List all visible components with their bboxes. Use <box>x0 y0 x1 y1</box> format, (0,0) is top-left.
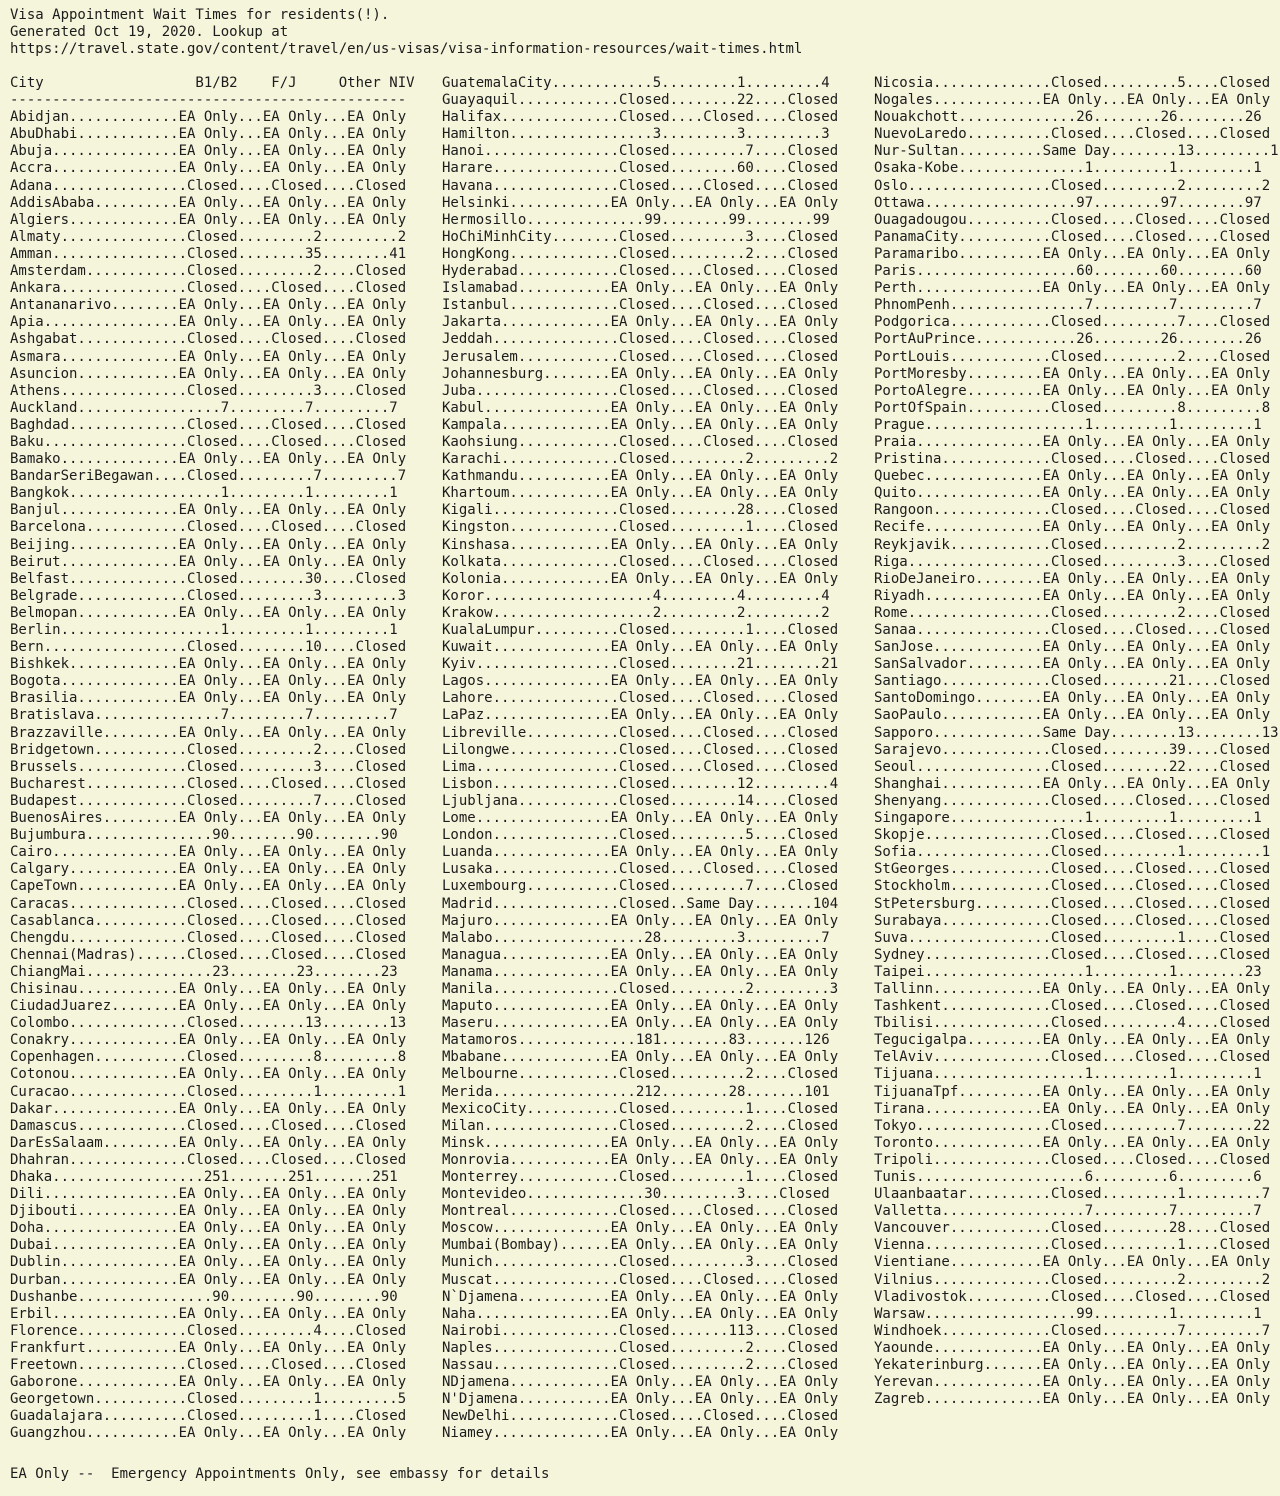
city-row: Kyiv.................Closed........21........21 <box>442 656 839 673</box>
city-row: Adana................Closed....Closed....Closed <box>10 177 407 194</box>
city-row: Paris...................60........60........60 <box>874 263 1262 280</box>
city-row: Tijuana..................1.........1.........1 <box>874 1066 1262 1083</box>
city-row: PortoAlegre.........EA Only...EA Only...EA Only <box>874 382 1271 399</box>
city-row: PortLouis............Closed.........2....Closed <box>874 348 1271 365</box>
city-row: Erbil...............EA Only...EA Only...EA Only <box>10 1305 407 1322</box>
city-row: Jerusalem............Closed....Closed....Closed <box>442 348 839 365</box>
city-row: Algiers.............EA Only...EA Only...EA Only <box>10 211 407 228</box>
city-row: Tirana..............EA Only...EA Only...EA Only <box>874 1100 1271 1117</box>
city-row: N`Djamena...........EA Only...EA Only...EA Only <box>442 1288 839 1305</box>
city-row: NDjamena............EA Only...EA Only...EA Only <box>442 1374 839 1391</box>
city-row: Kaohsiung............Closed....Closed....Closed <box>442 433 839 450</box>
city-row: Tegucigalpa.........EA Only...EA Only...EA Only <box>874 1032 1271 1049</box>
city-row: HongKong.............Closed.........2....Closed <box>442 245 839 262</box>
city-row: Hyderabad............Closed....Closed....Closed <box>442 263 839 280</box>
city-row: Valletta.................7.........7.........7 <box>874 1203 1262 1220</box>
city-row: Yerevan.............EA Only...EA Only...EA Only <box>874 1374 1271 1391</box>
city-row: Amman................Closed........35........41 <box>10 245 407 262</box>
city-row: Kinshasa............EA Only...EA Only...EA Only <box>442 536 839 553</box>
city-row: Apia................EA Only...EA Only...EA Only <box>10 314 407 331</box>
city-row: Moscow..............EA Only...EA Only...EA Only <box>442 1220 839 1237</box>
city-row: Stockholm............Closed....Closed....Closed <box>874 878 1271 895</box>
city-row: BuenosAires.........EA Only...EA Only...EA Only <box>10 810 407 827</box>
city-row: Lagos...............EA Only...EA Only...EA Only <box>442 673 839 690</box>
city-row: Nairobi..............Closed.......113....Closed <box>442 1322 839 1339</box>
city-row: Baghdad..............Closed....Closed....Closed <box>10 416 407 433</box>
city-row: NewDelhi.............Closed....Closed....Closed <box>442 1408 839 1425</box>
city-column-1 <box>10 75 415 1443</box>
city-row: Doha................EA Only...EA Only...EA Only <box>10 1220 407 1237</box>
city-row: StPetersburg.........Closed....Closed....Closed <box>874 895 1271 912</box>
city-row: Helsinki............EA Only...EA Only...EA Only <box>442 194 839 211</box>
city-row: Georgetown...........Closed.........1.........5 <box>10 1391 407 1408</box>
city-row: Antananarivo........EA Only...EA Only...EA Only <box>10 297 407 314</box>
city-row: Monterrey............Closed.........1....Closed <box>442 1169 839 1185</box>
city-row: Dublin..............EA Only...EA Only...EA Only <box>10 1254 407 1271</box>
city-row: AbuDhabi............EA Only...EA Only...EA Only <box>10 126 407 143</box>
city-row: Madrid...............Closed..Same Day.......104 <box>442 895 839 912</box>
city-row: Ashgabat.............Closed....Closed....Closed <box>10 331 407 348</box>
city-row: Vancouver............Closed........28....Closed <box>874 1220 1271 1237</box>
city-row: Khartoum............EA Only...EA Only...EA Only <box>442 485 839 502</box>
city-row: Santiago.............Closed........21....Closed <box>874 673 1271 690</box>
city-row: Amsterdam............Closed.........2....Closed <box>10 263 407 280</box>
city-row: Tripoli..............Closed....Closed....Closed <box>874 1151 1271 1168</box>
city-row: Djibouti............EA Only...EA Only...EA Only <box>10 1203 407 1220</box>
city-row: Brazzaville.........EA Only...EA Only...EA Only <box>10 724 407 741</box>
city-row: Vilnius..............Closed.........2.........2 <box>874 1271 1271 1288</box>
city-row: Belfast..............Closed........30....Closed <box>10 570 407 587</box>
city-row: Auckland.................7.........7.........7 <box>10 399 398 416</box>
city-row: DarEsSalaam.........EA Only...EA Only...EA Only <box>10 1134 407 1151</box>
city-row: Ulaanbaatar..........Closed.........1.........7 <box>874 1186 1271 1203</box>
city-row: Tashkent.............Closed....Closed....Closed <box>874 998 1271 1015</box>
city-row: Riyadh..............EA Only...EA Only...EA Only <box>874 587 1271 604</box>
city-row: Melbourne............Closed.........2....Closed <box>442 1066 839 1083</box>
city-row: Ljubljana............Closed........14....Closed <box>442 792 839 809</box>
city-row: Havana...............Closed....Closed....Closed <box>442 177 839 194</box>
city-column-3 <box>874 75 1279 1408</box>
city-row: Conakry.............EA Only...EA Only...EA Only <box>10 1032 407 1049</box>
city-row: SaoPaulo............EA Only...EA Only...EA Only <box>874 707 1271 724</box>
city-row: Sydney...............Closed....Closed....Closed <box>874 946 1271 963</box>
city-row: Naha................EA Only...EA Only...EA Only <box>442 1305 839 1322</box>
city-row: Chengdu..............Closed....Closed....Closed <box>10 929 407 946</box>
header-separator: ----------------------------------------------- <box>10 92 407 109</box>
city-row: Brasilia............EA Only...EA Only...EA Only <box>10 690 407 707</box>
city-row: Bangkok..................1.........1.........1 <box>10 485 398 502</box>
city-row: Majuro..............EA Only...EA Only...EA Only <box>442 912 839 929</box>
city-row: Koror....................4.........4.........4 <box>442 587 830 604</box>
report-header <box>10 7 802 58</box>
city-row: Toronto.............EA Only...EA Only...EA Only <box>874 1134 1271 1151</box>
city-row: Recife..............EA Only...EA Only...EA Only <box>874 519 1271 536</box>
city-column-2 <box>442 75 838 1443</box>
city-row: Praia...............EA Only...EA Only...EA Only <box>874 433 1271 450</box>
city-row: Damascus.............Closed....Closed....Closed <box>10 1117 407 1134</box>
city-row: Prague...................1.........1.........1 <box>874 416 1262 433</box>
city-row: Dhaka..................251.......251.......251 <box>10 1169 398 1185</box>
city-row: Halifax..............Closed....Closed....Closed <box>442 109 839 126</box>
city-row: Athens...............Closed.........3....Closed <box>10 382 407 399</box>
city-row: Almaty...............Closed.........2.........2 <box>10 228 407 245</box>
city-row: Sapporo.............Same Day........13........13 <box>874 724 1279 741</box>
city-row: Ottawa..................97........97........97 <box>874 194 1262 211</box>
city-row: Freetown.............Closed....Closed....Closed <box>10 1357 407 1374</box>
city-row: Sofia................Closed.........1.........1 <box>874 844 1271 861</box>
city-row: Lisbon...............Closed........12.........4 <box>442 775 839 792</box>
city-row: Oslo.................Closed.........2.........2 <box>874 177 1271 194</box>
city-row: Durban..............EA Only...EA Only...EA Only <box>10 1271 407 1288</box>
city-row: CiudadJuarez........EA Only...EA Only...EA Only <box>10 998 407 1015</box>
city-row: Jeddah...............Closed....Closed....Closed <box>442 331 839 348</box>
city-row: Bridgetown...........Closed.........2....Closed <box>10 741 407 758</box>
city-row: Juba.................Closed....Closed....Closed <box>442 382 839 399</box>
city-row: Tunis....................6.........6.........6 <box>874 1169 1262 1185</box>
city-row: Jakarta.............EA Only...EA Only...EA Only <box>442 314 839 331</box>
city-row: Seoul................Closed........22....Closed <box>874 758 1271 775</box>
city-row: Rangoon..............Closed....Closed....Closed <box>874 502 1271 519</box>
city-row: Matamoros..............181........83.......126 <box>442 1032 830 1049</box>
city-row: Calgary.............EA Only...EA Only...EA Only <box>10 861 407 878</box>
city-row: Gaborone............EA Only...EA Only...EA Only <box>10 1374 407 1391</box>
city-row: Mumbai(Bombay)......EA Only...EA Only...EA Only <box>442 1237 839 1254</box>
city-row: Lima.................Closed....Closed....Closed <box>442 758 839 775</box>
city-row: Quito...............EA Only...EA Only...EA Only <box>874 485 1271 502</box>
city-row: Bratislava...............7.........7.........7 <box>10 707 398 724</box>
city-row: Sarajevo.............Closed........39....Closed <box>874 741 1271 758</box>
city-row: PortOfSpain..........Closed.........8.........8 <box>874 399 1271 416</box>
generated-date: Generated Oct 19, 2020. Lookup at <box>10 24 289 41</box>
city-row: N'Djamena...........EA Only...EA Only...EA Only <box>442 1391 839 1408</box>
city-row: Suva.................Closed.........1....Closed <box>874 929 1271 946</box>
city-row: Lilongwe.............Closed....Closed....Closed <box>442 741 839 758</box>
city-row: Singapore................1.........1.........1 <box>874 810 1262 827</box>
city-row: Warsaw..................99.........1.........1 <box>874 1305 1262 1322</box>
city-row: Luxembourg...........Closed.........7....Closed <box>442 878 839 895</box>
city-row: Reykjavik............Closed.........2.........2 <box>874 536 1271 553</box>
city-row: Guangzhou...........EA Only...EA Only...EA Only <box>10 1425 407 1442</box>
city-row: Munich...............Closed.........3....Closed <box>442 1254 839 1271</box>
city-row: Colombo..............Closed........13........13 <box>10 1015 407 1032</box>
legend-footnote: EA Only -- Emergency Appointments Only, see embassy for details <box>10 1466 550 1482</box>
city-row: Kabul...............EA Only...EA Only...EA Only <box>442 399 839 416</box>
city-row: SanJose.............EA Only...EA Only...EA Only <box>874 639 1271 656</box>
city-row: Mbabane.............EA Only...EA Only...EA Only <box>442 1049 839 1066</box>
city-row: Belgrade.............Closed.........3.........3 <box>10 587 407 604</box>
city-row: Shanghai............EA Only...EA Only...EA Only <box>874 775 1271 792</box>
report-title: Visa Appointment Wait Times for residents(!). <box>10 7 390 23</box>
city-row: TelAviv..............Closed....Closed....Closed <box>874 1049 1271 1066</box>
city-row: SantoDomingo........EA Only...EA Only...EA Only <box>874 690 1271 707</box>
city-row: GuatemalaCity............5.........1.........4 <box>442 75 830 91</box>
city-row: LaPaz...............EA Only...EA Only...EA Only <box>442 707 839 724</box>
city-row: Budapest.............Closed.........7....Closed <box>10 792 407 809</box>
city-row: Caracas..............Closed....Closed....Closed <box>10 895 407 912</box>
city-row: Tokyo................Closed.........7........22 <box>874 1117 1271 1134</box>
city-row: Belmopan............EA Only...EA Only...EA Only <box>10 604 407 621</box>
city-row: Kolkata..............Closed....Closed....Closed <box>442 553 839 570</box>
city-row: Beijing.............EA Only...EA Only...EA Only <box>10 536 407 553</box>
city-row: StGeorges............Closed....Closed....Closed <box>874 861 1271 878</box>
city-row: PortAuPrince............26........26........26 <box>874 331 1262 348</box>
city-row: TijuanaTpf..........EA Only...EA Only...EA Only <box>874 1083 1271 1100</box>
city-row: Nassau...............Closed.........2....Closed <box>442 1357 839 1374</box>
city-row: Bogota..............EA Only...EA Only...EA Only <box>10 673 407 690</box>
city-row: Istanbul.............Closed....Closed....Closed <box>442 297 839 314</box>
city-row: SanSalvador.........EA Only...EA Only...EA Only <box>874 656 1271 673</box>
city-row: ChiangMai...............23........23........23 <box>10 963 398 980</box>
city-row: Podgorica............Closed.........7....Closed <box>874 314 1271 331</box>
city-row: Paramaribo..........EA Only...EA Only...EA Only <box>874 245 1271 262</box>
city-row: HoChiMinhCity........Closed.........3....Closed <box>442 228 839 245</box>
city-row: Barcelona............Closed....Closed....Closed <box>10 519 407 536</box>
city-row: Nouakchott..............26........26........26 <box>874 109 1262 126</box>
city-row: Kigali...............Closed........28....Closed <box>442 502 839 519</box>
city-row: Minsk...............EA Only...EA Only...EA Only <box>442 1134 839 1151</box>
city-row: Yaounde.............EA Only...EA Only...EA Only <box>874 1339 1271 1356</box>
city-row: Tbilisi..............Closed.........4....Closed <box>874 1015 1271 1032</box>
city-row: Pristina.............Closed....Closed....Closed <box>874 451 1271 468</box>
city-row: Hamilton.................3.........3.........3 <box>442 126 830 143</box>
city-row: Riga.................Closed.........3....Closed <box>874 553 1271 570</box>
city-row: AddisAbaba..........EA Only...EA Only...EA Only <box>10 194 407 211</box>
city-row: Guadalajara..........Closed.........1....Closed <box>10 1408 407 1425</box>
city-row: Kuwait..............EA Only...EA Only...EA Only <box>442 639 839 656</box>
city-row: Nur-Sultan..........Same Day........13.........1 <box>874 143 1279 160</box>
city-row: Guayaquil............Closed........22....Closed <box>442 92 839 109</box>
city-row: Luanda..............EA Only...EA Only...EA Only <box>442 844 839 861</box>
city-row: NuevoLaredo..........Closed....Closed....Closed <box>874 126 1271 143</box>
city-row: Vienna...............Closed.........1....Closed <box>874 1237 1271 1254</box>
city-row: Accra...............EA Only...EA Only...EA Only <box>10 160 407 177</box>
city-row: Merida.................212........28.......101 <box>442 1083 830 1100</box>
city-row: Asmara..............EA Only...EA Only...EA Only <box>10 348 407 365</box>
city-row: Dushanbe................90........90........90 <box>10 1288 398 1305</box>
city-row: Cairo...............EA Only...EA Only...EA Only <box>10 844 407 861</box>
city-row: Baku.................Closed....Closed....Closed <box>10 433 407 450</box>
city-row: Islamabad...........EA Only...EA Only...EA Only <box>442 280 839 297</box>
city-row: Cotonou.............EA Only...EA Only...EA Only <box>10 1066 407 1083</box>
city-row: Lome................EA Only...EA Only...EA Only <box>442 810 839 827</box>
city-row: Asuncion............EA Only...EA Only...EA Only <box>10 365 407 382</box>
city-row: Ankara...............Closed....Closed....Closed <box>10 280 407 297</box>
city-row: Nogales.............EA Only...EA Only...EA Only <box>874 92 1271 109</box>
city-row: Karachi..............Closed.........2.........2 <box>442 451 839 468</box>
city-row: Chisinau............EA Only...EA Only...EA Only <box>10 980 407 997</box>
city-row: Copenhagen...........Closed.........8.........8 <box>10 1049 407 1066</box>
city-row: PanamaCity...........Closed....Closed....Closed <box>874 228 1271 245</box>
city-row: Quebec..............EA Only...EA Only...EA Only <box>874 468 1271 485</box>
city-row: Beirut..............EA Only...EA Only...EA Only <box>10 553 407 570</box>
city-row: Casablanca...........Closed....Closed....Closed <box>10 912 407 929</box>
city-row: Vientiane...........EA Only...EA Only...EA Only <box>874 1254 1271 1271</box>
city-row: Chennai(Madras)......Closed....Closed....Closed <box>10 946 407 963</box>
city-row: Banjul..............EA Only...EA Only...EA Only <box>10 502 407 519</box>
city-row: Bern.................Closed........10....Closed <box>10 639 407 656</box>
city-row: Windhoek.............Closed.........7.........7 <box>874 1322 1271 1339</box>
city-row: Hermosillo..............99........99........99 <box>442 211 830 228</box>
city-row: Florence.............Closed.........4....Closed <box>10 1322 407 1339</box>
city-row: Brussels.............Closed.........3....Closed <box>10 758 407 775</box>
city-row: Abuja...............EA Only...EA Only...EA Only <box>10 143 407 160</box>
city-row: Dhahran..............Closed....Closed....Closed <box>10 1151 407 1168</box>
city-row: Lahore...............Closed....Closed....Closed <box>442 690 839 707</box>
city-row: Rome.................Closed.........2....Closed <box>874 604 1271 621</box>
city-row: Kampala.............EA Only...EA Only...EA Only <box>442 416 839 433</box>
city-row: Malabo..................28.........3.........7 <box>442 929 830 946</box>
city-row: Krakow...................2.........2.........2 <box>442 604 830 621</box>
city-row: Hanoi................Closed.........7....Closed <box>442 143 839 160</box>
city-row: Managua.............EA Only...EA Only...EA Only <box>442 946 839 963</box>
city-row: Zagreb..............EA Only...EA Only...EA Only <box>874 1391 1271 1408</box>
city-row: Nicosia..............Closed.........5....Closed <box>874 75 1271 91</box>
city-row: Bujumbura...............90........90........90 <box>10 827 398 844</box>
city-row: Naples...............Closed.........2....Closed <box>442 1339 839 1356</box>
city-row: KualaLumpur..........Closed.........1....Closed <box>442 622 839 638</box>
city-row: Vladivostok..........Closed....Closed....Closed <box>874 1288 1271 1305</box>
city-row: Kolonia.............EA Only...EA Only...EA Only <box>442 570 839 587</box>
city-row: Taipei...................1.........1........23 <box>874 963 1262 980</box>
city-row: CapeTown............EA Only...EA Only...EA Only <box>10 878 407 895</box>
city-row: Shenyang.............Closed....Closed....Closed <box>874 792 1271 809</box>
city-row: Dili................EA Only...EA Only...EA Only <box>10 1186 407 1203</box>
city-row: Johannesburg........EA Only...EA Only...EA Only <box>442 365 839 382</box>
city-row: Berlin...................1.........1.........1 <box>10 622 398 638</box>
city-row: Kathmandu...........EA Only...EA Only...EA Only <box>442 468 839 485</box>
city-row: Curacao..............Closed.........1.........1 <box>10 1083 407 1100</box>
city-row: BandarSeriBegawan....Closed.........7.........7 <box>10 468 407 485</box>
city-row: Manila...............Closed.........2.........3 <box>442 980 839 997</box>
city-row: Muscat...............Closed....Closed....Closed <box>442 1271 839 1288</box>
city-row: MexicoCity...........Closed.........1....Closed <box>442 1100 839 1117</box>
city-row: Bishkek.............EA Only...EA Only...EA Only <box>10 656 407 673</box>
city-row: Skopje...............Closed....Closed....Closed <box>874 827 1271 844</box>
city-row: Perth...............EA Only...EA Only...EA Only <box>874 280 1271 297</box>
city-row: Frankfurt...........EA Only...EA Only...EA Only <box>10 1339 407 1356</box>
city-row: Surabaya.............Closed....Closed....Closed <box>874 912 1271 929</box>
city-row: RioDeJaneiro........EA Only...EA Only...EA Only <box>874 570 1271 587</box>
city-row: Yekaterinburg.......EA Only...EA Only...EA Only <box>874 1357 1271 1374</box>
city-row: Libreville...........Closed....Closed....Closed <box>442 724 839 741</box>
city-row: PhnomPenh................7.........7.........7 <box>874 297 1262 314</box>
city-row: Dubai...............EA Only...EA Only...EA Only <box>10 1237 407 1254</box>
city-row: Niamey..............EA Only...EA Only...EA Only <box>442 1425 839 1442</box>
city-row: Montreal.............Closed....Closed....Closed <box>442 1203 839 1220</box>
city-row: London...............Closed.........5....Closed <box>442 827 839 844</box>
city-row: Maseru..............EA Only...EA Only...EA Only <box>442 1015 839 1032</box>
city-row: Kingston.............Closed.........1....Closed <box>442 519 839 536</box>
city-row: Maputo..............EA Only...EA Only...EA Only <box>442 998 839 1015</box>
city-row: Harare...............Closed........60....Closed <box>442 160 839 177</box>
city-row: Monrovia............EA Only...EA Only...EA Only <box>442 1151 839 1168</box>
city-row: Sanaa................Closed....Closed....Closed <box>874 622 1271 638</box>
city-row: Bamako..............EA Only...EA Only...EA Only <box>10 451 407 468</box>
city-row: Montevideo..............30.........3....Closed <box>442 1186 830 1203</box>
city-row: Manama..............EA Only...EA Only...EA Only <box>442 963 839 980</box>
city-row: Ouagadougou..........Closed....Closed....Closed <box>874 211 1271 228</box>
city-row: Osaka-Kobe...............1.........1.........1 <box>874 160 1262 177</box>
city-row: Lusaka...............Closed....Closed....Closed <box>442 861 839 878</box>
city-row: Tallinn.............EA Only...EA Only...EA Only <box>874 980 1271 997</box>
city-row: Milan................Closed.........2....Closed <box>442 1117 839 1134</box>
city-row: Bucharest............Closed....Closed....Closed <box>10 775 407 792</box>
city-row: PortMoresby.........EA Only...EA Only...EA Only <box>874 365 1271 382</box>
city-row: Abidjan.............EA Only...EA Only...EA Only <box>10 109 407 126</box>
source-url: https://travel.state.gov/content/travel/en/us-visas/visa-information-resources/wait-times.html <box>10 41 803 58</box>
city-row: Dakar...............EA Only...EA Only...EA Only <box>10 1100 407 1117</box>
column-headers: City B1/B2 F/J Other NIV <box>10 75 415 91</box>
